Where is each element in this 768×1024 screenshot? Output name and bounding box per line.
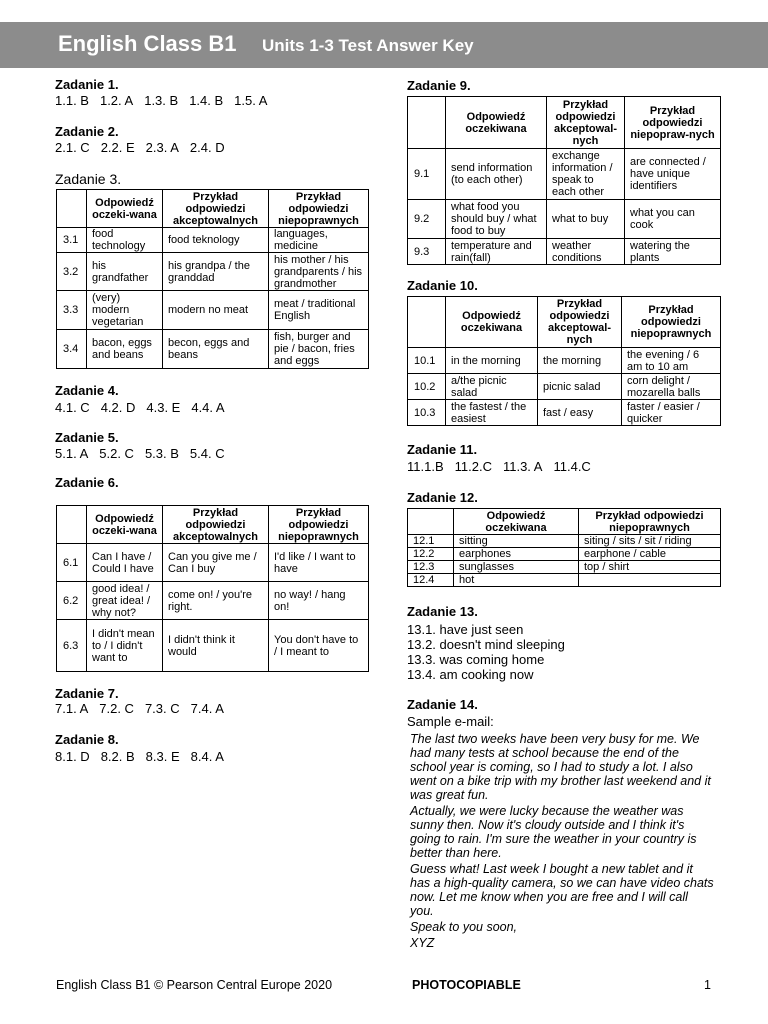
table-cell: 6.1 xyxy=(57,544,87,582)
header-row xyxy=(57,190,369,228)
table-cell: 12.1 xyxy=(408,535,454,548)
answer: 2.1. C xyxy=(55,140,90,155)
table-cell: earphones xyxy=(454,548,579,561)
z1-title: Zadanie 1. xyxy=(55,77,119,92)
column-header: Przykład odpowiedzi akceptowalnych xyxy=(163,506,269,544)
answer: 7.2. C xyxy=(99,701,134,716)
footer-photocopiable: PHOTOCOPIABLE xyxy=(412,978,521,992)
table-row xyxy=(408,561,721,574)
column-header: Odpowiedź oczeki-wana xyxy=(87,506,163,544)
column-header: Przykład odpowiedzi akceptowalnych xyxy=(163,190,269,228)
table-cell: I'd like / I want to have xyxy=(269,544,369,582)
table-cell: 9.2 xyxy=(408,200,446,239)
table-cell: (very) modern vegetarian xyxy=(87,291,163,330)
column-header: Przykład odpowiedzi niepoprawnych xyxy=(269,506,369,544)
table-cell: good idea! / great idea! / why not? xyxy=(87,582,163,620)
z6-title: Zadanie 6. xyxy=(55,475,119,490)
column-header xyxy=(408,97,446,149)
table-cell: corn delight / mozarella balls xyxy=(622,374,721,400)
table-cell: what food you should buy / what food to buy xyxy=(446,200,547,239)
column-header: Przykład odpowiedzi akceptowal-nych xyxy=(538,297,622,348)
table-cell: no way! / hang on! xyxy=(269,582,369,620)
table-cell: food teknology xyxy=(163,228,269,253)
table-cell: fast / easy xyxy=(538,400,622,426)
answer: 2.2. E xyxy=(100,140,135,155)
z14-title: Zadanie 14. xyxy=(407,697,478,712)
table-cell: 12.2 xyxy=(408,548,454,561)
page-header xyxy=(0,22,768,68)
answer: 8.4. A xyxy=(190,749,224,764)
email-paragraph: The last two weeks have been very busy for me. We had many tests at school because the end of the school year is coming, so I had to study a lot. I also went on a bike trip with my brother last weekend and it was great fun. xyxy=(410,732,711,802)
table-cell: You don't have to / I meant to xyxy=(269,620,369,672)
table-row xyxy=(408,535,721,548)
answer: 5.1. A xyxy=(55,446,89,461)
email-signoff: Speak to you soon, xyxy=(410,920,518,934)
table-cell: faster / easier / quicker xyxy=(622,400,721,426)
table-row xyxy=(57,620,369,672)
answer: 5.2. C xyxy=(99,446,134,461)
answer: 4.1. C xyxy=(55,400,90,415)
email-paragraph: Actually, we were lucky because the weather was sunny then. Now it's cloudy outside and I think it's going to rain. I'm sure the weather in your country is better than here. xyxy=(410,804,697,860)
table-cell: bacon, eggs and beans xyxy=(87,330,163,369)
table-cell: I didn't think it would xyxy=(163,620,269,672)
z11-title: Zadanie 11. xyxy=(407,442,478,457)
z3-table xyxy=(56,189,369,369)
table-cell: Can I have / Could I have xyxy=(87,544,163,582)
list-item: 13.2. doesn't mind sleeping xyxy=(407,637,565,652)
table-cell: the morning xyxy=(538,348,622,374)
column-header: Odpowiedź oczekiwana xyxy=(454,509,579,535)
table-cell: the fastest / the easiest xyxy=(446,400,538,426)
table-cell: in the morning xyxy=(446,348,538,374)
email-paragraph: Guess what! Last week I bought a new tablet and it has a high-quality camera, so we can have video chats now. Let me know when you are free and I will call you. xyxy=(410,862,714,918)
table-cell: what you can cook xyxy=(625,200,721,239)
z7-answers xyxy=(55,701,235,716)
answer: 8.2. B xyxy=(100,749,135,764)
column-header: Przykład odpowiedzi niepoprawnych xyxy=(622,297,721,348)
z3-title: Zadanie 3. xyxy=(55,171,122,187)
page-number: 1 xyxy=(704,978,711,992)
table-cell: weather conditions xyxy=(547,239,625,265)
answer: 1.5. A xyxy=(234,93,268,108)
email-signature: XYZ xyxy=(410,936,435,950)
z2-answers xyxy=(55,140,236,155)
answer: 4.2. D xyxy=(100,400,136,415)
table-cell: 10.1 xyxy=(408,348,446,374)
table-cell: food technology xyxy=(87,228,163,253)
table-cell: 6.3 xyxy=(57,620,87,672)
answer: 8.1. D xyxy=(55,749,90,764)
answer: 1.2. A xyxy=(99,93,134,108)
table-cell xyxy=(579,574,721,587)
table-cell: 3.4 xyxy=(57,330,87,369)
table-row xyxy=(57,544,369,582)
column-header xyxy=(408,509,454,535)
answer: 7.1. A xyxy=(55,701,89,716)
table-cell: becon, eggs and beans xyxy=(163,330,269,369)
answer: 11.1.B xyxy=(407,459,444,474)
answer: 2.3. A xyxy=(145,140,179,155)
table-cell: come on! / you're right. xyxy=(163,582,269,620)
table-cell: 6.2 xyxy=(57,582,87,620)
table-cell: his mother / his grandparents / his grandmother xyxy=(269,253,369,291)
z5-answers xyxy=(55,446,236,461)
column-header xyxy=(57,506,87,544)
column-header: Odpowiedź oczeki-wana xyxy=(87,190,163,228)
table-cell: 12.3 xyxy=(408,561,454,574)
table-cell: earphone / cable xyxy=(579,548,721,561)
table-row xyxy=(408,200,721,239)
z13-title: Zadanie 13. xyxy=(407,604,478,619)
z9-table xyxy=(407,96,721,265)
page-subtitle: Units 1-3 Test Answer Key xyxy=(262,36,474,55)
table-cell: are connected / have unique identifiers xyxy=(625,149,721,200)
table-cell: send information (to each other) xyxy=(446,149,547,200)
z14-intro: Sample e-mail: xyxy=(407,714,494,729)
table-row xyxy=(408,400,721,426)
table-cell: 10.3 xyxy=(408,400,446,426)
table-cell: temperature and rain(fall) xyxy=(446,239,547,265)
table-cell: 3.1 xyxy=(57,228,87,253)
table-cell: languages, medicine xyxy=(269,228,369,253)
z10-table xyxy=(407,296,721,426)
answer: 4.3. E xyxy=(146,400,181,415)
z12-table xyxy=(407,508,721,587)
table-row xyxy=(408,574,721,587)
answer: 1.3. B xyxy=(144,93,179,108)
table-cell: 9.3 xyxy=(408,239,446,265)
header-row xyxy=(408,97,721,149)
table-cell: modern no meat xyxy=(163,291,269,330)
column-header xyxy=(408,297,446,348)
table-cell: what to buy xyxy=(547,200,625,239)
column-header xyxy=(57,190,87,228)
column-header: Przykład odpowiedzi niepoprawnych xyxy=(579,509,721,535)
table-cell: I didn't mean to / I didn't want to xyxy=(87,620,163,672)
table-cell: meat / traditional English xyxy=(269,291,369,330)
table-cell: sitting xyxy=(454,535,579,548)
table-row xyxy=(408,348,721,374)
table-row xyxy=(408,374,721,400)
list-item: 13.1. have just seen xyxy=(407,622,524,637)
table-row xyxy=(57,582,369,620)
table-cell: his grandfather xyxy=(87,253,163,291)
table-row xyxy=(408,149,721,200)
z8-answers xyxy=(55,749,235,764)
table-cell: sunglasses xyxy=(454,561,579,574)
answer: 7.3. C xyxy=(144,701,180,716)
table-cell: Can you give me / Can I buy xyxy=(163,544,269,582)
header-row xyxy=(57,506,369,544)
answer: 11.2.C xyxy=(454,459,492,474)
table-row xyxy=(57,291,369,330)
column-header: Odpowiedź oczekiwana xyxy=(446,97,547,149)
table-cell: the evening / 6 am to 10 am xyxy=(622,348,721,374)
table-cell: top / shirt xyxy=(579,561,721,574)
answer: 11.4.C xyxy=(553,459,591,474)
footer-copyright: English Class B1 © Pearson Central Europe 2020 xyxy=(56,978,333,992)
table-row xyxy=(57,253,369,291)
z4-answers xyxy=(55,400,236,415)
table-cell: his grandpa / the granddad xyxy=(163,253,269,291)
header-row xyxy=(408,509,721,535)
answer: 2.4. D xyxy=(189,140,225,155)
answer: 1.1. B xyxy=(55,93,89,108)
answer: 5.3. B xyxy=(144,446,179,461)
z4-title: Zadanie 4. xyxy=(55,383,119,398)
table-cell: watering the plants xyxy=(625,239,721,265)
z12-title: Zadanie 12. xyxy=(407,490,478,505)
list-item: 13.4. am cooking now xyxy=(407,667,534,682)
answer: 8.3. E xyxy=(145,749,180,764)
table-row xyxy=(57,228,369,253)
table-cell: 3.2 xyxy=(57,253,87,291)
header-row xyxy=(408,297,721,348)
z7-title: Zadanie 7. xyxy=(55,686,119,701)
table-cell: siting / sits / sit / riding xyxy=(579,535,721,548)
table-cell: 9.1 xyxy=(408,149,446,200)
answer: 11.3. A xyxy=(502,459,543,474)
column-header: Przykład odpowiedzi niepopraw-nych xyxy=(625,97,721,149)
z6-table xyxy=(56,505,369,672)
table-cell: picnic salad xyxy=(538,374,622,400)
column-header: Przykład odpowiedzi akceptowal-nych xyxy=(547,97,625,149)
list-item: 13.3. was coming home xyxy=(407,652,545,667)
z2-title: Zadanie 2. xyxy=(55,124,119,139)
table-cell: fish, burger and pie / bacon, fries and eggs xyxy=(269,330,369,369)
table-cell: exchange information / speak to each other xyxy=(547,149,625,200)
column-header: Odpowiedź oczekiwana xyxy=(446,297,538,348)
column-header: Przykład odpowiedzi niepoprawnych xyxy=(269,190,369,228)
z5-title: Zadanie 5. xyxy=(55,430,119,445)
z13-list xyxy=(407,622,565,682)
answer: 4.4. A xyxy=(191,400,225,415)
z1-answers xyxy=(55,93,278,108)
z10-title: Zadanie 10. xyxy=(407,278,478,293)
table-row xyxy=(408,548,721,561)
answer: 7.4. A xyxy=(190,701,224,716)
table-cell: 3.3 xyxy=(57,291,87,330)
page-title: English Class B1 xyxy=(58,31,237,56)
answer: 5.4. C xyxy=(189,446,225,461)
z11-answers xyxy=(407,459,602,474)
table-row xyxy=(57,330,369,369)
table-cell: 12.4 xyxy=(408,574,454,587)
z8-title: Zadanie 8. xyxy=(55,732,119,747)
table-cell: a/the picnic salad xyxy=(446,374,538,400)
answer: 1.4. B xyxy=(189,93,224,108)
table-cell: hot xyxy=(454,574,579,587)
sample-email xyxy=(410,732,715,952)
z9-title: Zadanie 9. xyxy=(407,78,471,93)
table-row xyxy=(408,239,721,265)
table-cell: 10.2 xyxy=(408,374,446,400)
